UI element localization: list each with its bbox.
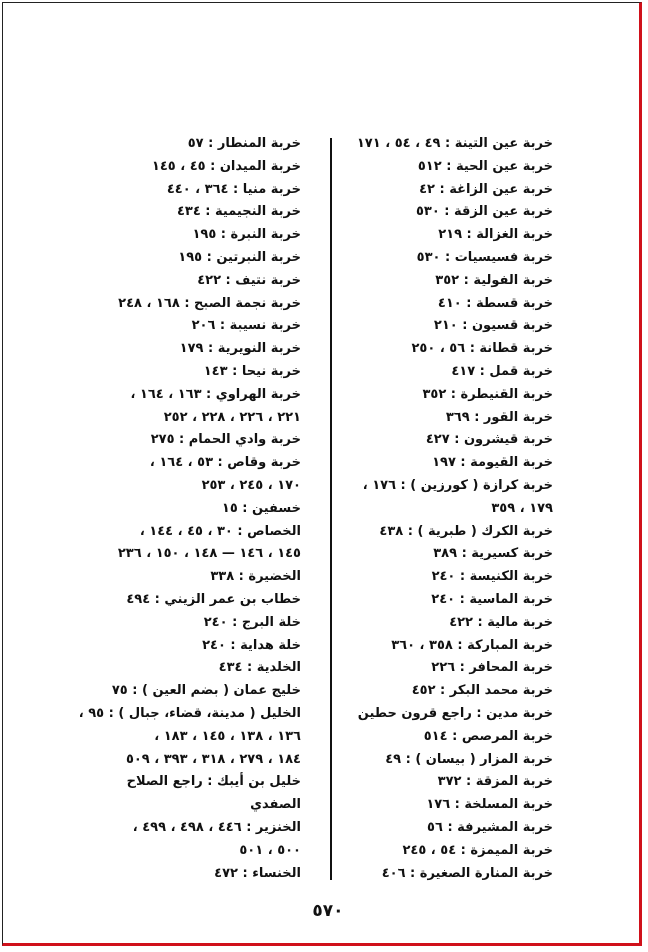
index-entry: ٥٠٠ ، ٥٠١ — [239, 842, 301, 858]
index-entry: خربة كرازة ( كورزين ) : ١٧٦ ، — [362, 477, 553, 493]
index-entry: خربة عين الزقة : ٥٣٠ — [415, 204, 553, 220]
index-entry: خسفين : ١٥ — [221, 500, 301, 516]
index-entry: الخصاص : ٣٠ ، ٤٥ ، ١٤٤ ، — [139, 523, 301, 539]
index-entry: خربة فسيسيات : ٥٣٠ — [416, 249, 553, 265]
index-entry: خربة المحافر : ٢٢٦ — [431, 660, 553, 676]
index-entry: خربة المباركة : ٣٥٨ ، ٣٦٠ — [391, 637, 553, 653]
index-entry: خربة الماسية : ٢٤٠ — [431, 591, 553, 607]
index-entry: خربة كسيرية : ٣٨٩ — [433, 546, 553, 562]
index-entry: خربة الهراوي : ١٦٣ ، ١٦٤ ، — [130, 386, 301, 402]
index-entry: خربة قمل : ٤١٧ — [451, 363, 553, 379]
index-entry: خربة عين التينة : ٤٩ ، ٥٤ ، ١٧١ — [356, 136, 553, 151]
index-entry: خربة وادي الحمام : ٢٧٥ — [150, 432, 301, 448]
index-entry: خربة عين الحية : ٥١٢ — [417, 158, 553, 174]
index-entry: خلة هداية : ٢٤٠ — [202, 637, 301, 653]
index-entry: خربة الكرك ( طبرية ) : ٤٣٨ — [379, 523, 553, 539]
column-divider — [330, 138, 332, 880]
index-entry: خربة المزار ( بيسان ) : ٤٩ — [385, 751, 553, 767]
index-entry: خربة الغزالة : ٢١٩ — [438, 227, 553, 243]
index-entry: خربة المسلخة : ١٧٦ — [426, 797, 553, 813]
page-frame — [2, 2, 642, 946]
index-entry: خربة القيومة : ١٩٧ — [432, 455, 553, 471]
index-entry: ٢٢١ ، ٢٢٦ ، ٢٢٨ ، ٢٥٢ — [163, 409, 301, 425]
index-entry: خربة النبرة : ١٩٥ — [192, 227, 301, 243]
index-entry: خربة نيحا : ١٤٣ — [203, 363, 301, 379]
index-entry: خربة نتيف : ٤٢٢ — [197, 272, 301, 288]
index-entry: خربة المنارة الصغيرة : ٤٠٦ — [381, 865, 553, 881]
index-entry: ١٧٠ ، ٢٤٥ ، ٢٥٣ — [201, 477, 301, 493]
index-entry: خربة النويرية : ١٧٩ — [179, 341, 301, 357]
index-entry: خربة المرصص : ٥١٤ — [423, 728, 553, 744]
index-entry: الخليل ( مدينة، قضاء، جبال ) : ٩٥ ، — [78, 705, 301, 721]
index-entry: خربة منيا : ٣٦٤ ، ٤٤٠ — [166, 181, 301, 197]
index-entry: خربة قطانة : ٥٦ ، ٢٥٠ — [411, 341, 553, 357]
index-entry: خربة قيشرون : ٤٢٧ — [425, 432, 553, 448]
index-column-left — [78, 133, 301, 885]
index-entry: ١٨٤ ، ٢٧٩ ، ٣١٨ ، ٣٩٣ ، ٥٠٩ — [125, 751, 301, 767]
index-entry: الخنساء : ٤٧٢ — [214, 865, 301, 881]
page-number: ٥٧٠ — [312, 901, 344, 921]
index-entry: خربة النبرتين : ١٩٥ — [178, 249, 301, 265]
index-entry: خربة الميدان : ٤٥ ، ١٤٥ — [151, 158, 301, 174]
index-entry: خليل بن أيبك : راجع الصلاح — [126, 774, 301, 790]
index-entry: خربة المنطار : ٥٧ — [187, 136, 301, 151]
index-entry: خربة نجمة الصبح : ١٦٨ ، ٢٤٨ — [118, 295, 301, 311]
index-entry: خربة الكنيسة : ٢٤٠ — [431, 569, 553, 585]
index-entry: خربة القور : ٣٦٩ — [445, 409, 553, 425]
index-entry: ١٤٥ ، ١٤٦ — ١٤٨ ، ١٥٠ ، ٢٣٦ — [117, 546, 301, 562]
index-entry: خربة الميمزة : ٥٤ ، ٢٤٥ — [402, 842, 553, 858]
index-entry: خطاب بن عمر الزيني : ٤٩٤ — [126, 591, 301, 607]
index-entry: خربة مدين : راجع قرون حطين — [357, 705, 553, 721]
index-entry: خلة البرج : ٢٤٠ — [203, 614, 301, 630]
index-entry: خربة عين الزاغة : ٤٢ — [419, 181, 553, 197]
index-entry: الخضيرة : ٣٣٨ — [210, 569, 301, 585]
index-entry: خربة النجيمية : ٤٣٤ — [176, 204, 301, 220]
index-entry: خربة القنيطرة : ٣٥٢ — [422, 386, 553, 402]
index-entry: خربة قسيون : ٢١٠ — [433, 318, 553, 334]
index-column-right — [271, 133, 553, 885]
index-entry: خربة المزقة : ٣٧٢ — [437, 774, 553, 790]
index-entry: خربة نسيبة : ٢٠٦ — [191, 318, 301, 334]
index-entry: خليج عمان ( بضم العين ) : ٧٥ — [111, 683, 301, 699]
index-entry: الخلدية : ٤٣٤ — [218, 660, 301, 676]
index-entry: ١٧٩ ، ٣٥٩ — [491, 500, 553, 516]
index-entry: الخنزير : ٤٤٦ ، ٤٩٨ ، ٤٩٩ ، — [132, 819, 301, 835]
index-entry: خربة قسطة : ٤١٠ — [437, 295, 553, 311]
index-entry: ١٣٦ ، ١٣٨ ، ١٤٥ ، ١٨٣ ، — [154, 728, 301, 744]
index-entry: الصفدي — [250, 797, 301, 813]
index-entry: خربة مالية : ٤٢٢ — [449, 614, 553, 630]
index-entry: خربة الفولية : ٣٥٢ — [435, 272, 553, 288]
index-entry: خربة محمد البكر : ٤٥٢ — [411, 683, 553, 699]
index-entry: خربة وقاص : ٥٣ ، ١٦٤ ، — [149, 455, 301, 471]
index-entry: خربة المشيرفة : ٥٦ — [427, 819, 553, 835]
